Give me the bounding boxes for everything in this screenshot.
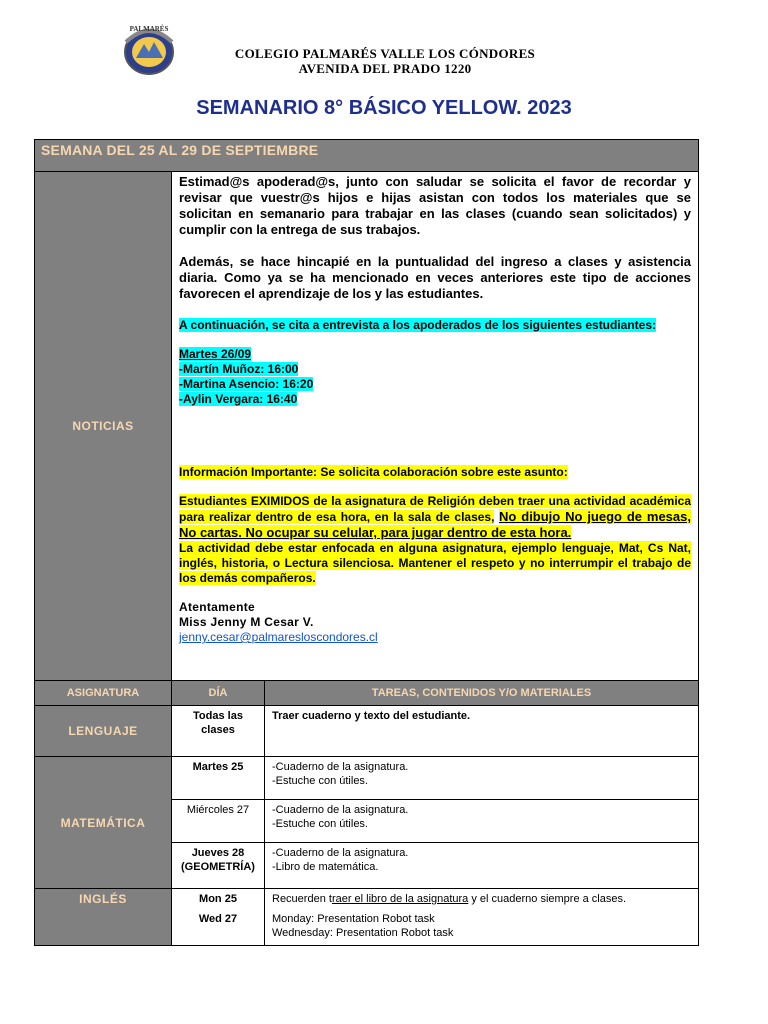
email-link[interactable]: jenny.cesar@palmaresloscondores.cl — [179, 630, 378, 644]
eximidos-rules: No dibujo No juego de mesas, No cartas. No ocupar su celular, para jugar dentro de esta hora. — [179, 509, 691, 540]
interview-item-1: -Martín Muñoz: 16:00 — [179, 362, 299, 376]
news-paragraph-1: Estimad@s apoderad@s, junto con saludar se solicita el favor de recordar y revisar que vuestr@s hijos e hijas asistan con todos los materiales que se solicitan en semanario para trabajar en las clases (cuando sean solicitados) y cumplir con la entrega de sus trabajos. — [179, 174, 691, 237]
task-line: -Estuche con útiles. — [272, 818, 368, 830]
eximidos-text: Estudiantes EXIMIDOS de la asignatura de Religión deben traer una actividad académica para realizar dentro de esa hora, en la sala de clases, — [179, 494, 691, 524]
task-line: -Cuaderno de la asignatura. — [272, 847, 409, 859]
logo-text: PALMARÉS — [129, 25, 169, 33]
task-text-underlined: raer el libro de la asignatura — [331, 893, 469, 905]
subject-lenguaje: LENGUAJE — [35, 706, 172, 757]
week-heading: SEMANA DEL 25 AL 29 DE SEPTIEMBRE — [35, 140, 699, 172]
table-header-row — [35, 681, 699, 706]
matematica-row-1 — [35, 757, 699, 800]
subject-matematica: MATEMÁTICA — [35, 757, 172, 889]
subject-ingles: INGLÉS — [35, 889, 172, 946]
interview-item-2: -Martina Asencio: 16:20 — [179, 377, 314, 391]
day-label: Jueves 28 — [191, 847, 245, 859]
day-matematica-3 — [172, 843, 265, 889]
task-line: Wednesday: Presentation Robot task — [272, 927, 454, 939]
important-note: Información Importante: Se solicita colaboración sobre este asunto: — [179, 465, 568, 479]
week-row — [35, 140, 699, 172]
eximidos-activity: La actividad debe estar enfocada en alguna asignatura, ejemplo lenguaje, Mat, Cs Nat, inglés, historia, o Lectura silenciosa. Mantener el respeto y no interrumpir el trabajo de los demás compañeros. — [179, 541, 691, 585]
day-label: Wed 27 — [198, 913, 238, 925]
task-text: Recuerden t — [272, 893, 332, 905]
header-day: DÍA — [172, 681, 265, 706]
news-content — [172, 172, 699, 681]
task-line: Monday: Presentation Robot task — [272, 913, 435, 925]
document-header — [0, 0, 768, 140]
task-lenguaje: Traer cuaderno y texto del estudiante. — [265, 706, 699, 757]
task-matematica-2 — [265, 800, 699, 843]
news-row — [35, 172, 699, 681]
page-title: SEMANARIO 8° BÁSICO YELLOW. 2023 — [196, 97, 572, 119]
school-info — [200, 46, 570, 76]
day-lenguaje: Todas las clases — [172, 706, 265, 757]
interview-day: Martes 26/09 — [179, 347, 252, 361]
task-ingles — [265, 889, 699, 946]
school-logo-icon — [118, 22, 180, 78]
school-name: COLEGIO PALMARÉS VALLE LOS CÓNDORES — [234, 46, 536, 61]
task-line — [272, 892, 698, 906]
day-matematica-2: Miércoles 27 — [172, 800, 265, 843]
interview-intro: A continuación, se cita a entrevista a los apoderados de los siguientes estudiantes: — [179, 318, 657, 332]
task-line: -Cuaderno de la asignatura. — [272, 804, 409, 816]
ingles-row — [35, 889, 699, 946]
signer-name: Miss Jenny M Cesar V. — [179, 615, 314, 629]
news-label: NOTICIAS — [35, 172, 172, 681]
task-line: -Estuche con útiles. — [272, 775, 368, 787]
day-sublabel: (GEOMETRÍA) — [181, 861, 255, 873]
day-label: Mon 25 — [199, 893, 237, 905]
weekly-schedule-table — [34, 139, 699, 946]
header-tasks: TAREAS, CONTENIDOS Y/O MATERIALES — [265, 681, 699, 706]
news-paragraph-2: Además, se hace hincapié en la puntualidad del ingreso a clases y asistencia diaria. Como ya se ha mencionado en veces anteriores este tipo de acciones favorecen el aprendizaje de los y las estudiantes. — [179, 254, 691, 301]
lenguaje-row — [35, 706, 699, 757]
task-line: -Cuaderno de la asignatura. — [272, 761, 409, 773]
task-line: -Libro de matemática. — [272, 861, 379, 873]
day-matematica-1: Martes 25 — [172, 757, 265, 800]
task-text: y el cuaderno siempre a clases. — [468, 893, 627, 905]
header-subject: ASIGNATURA — [35, 681, 172, 706]
interview-item-3: -Aylin Vergara: 16:40 — [179, 392, 298, 406]
task-matematica-1 — [265, 757, 699, 800]
closing: Atentamente — [179, 600, 255, 614]
day-ingles — [172, 889, 265, 946]
task-matematica-3 — [265, 843, 699, 889]
school-address: AVENIDA DEL PRADO 1220 — [298, 61, 472, 76]
